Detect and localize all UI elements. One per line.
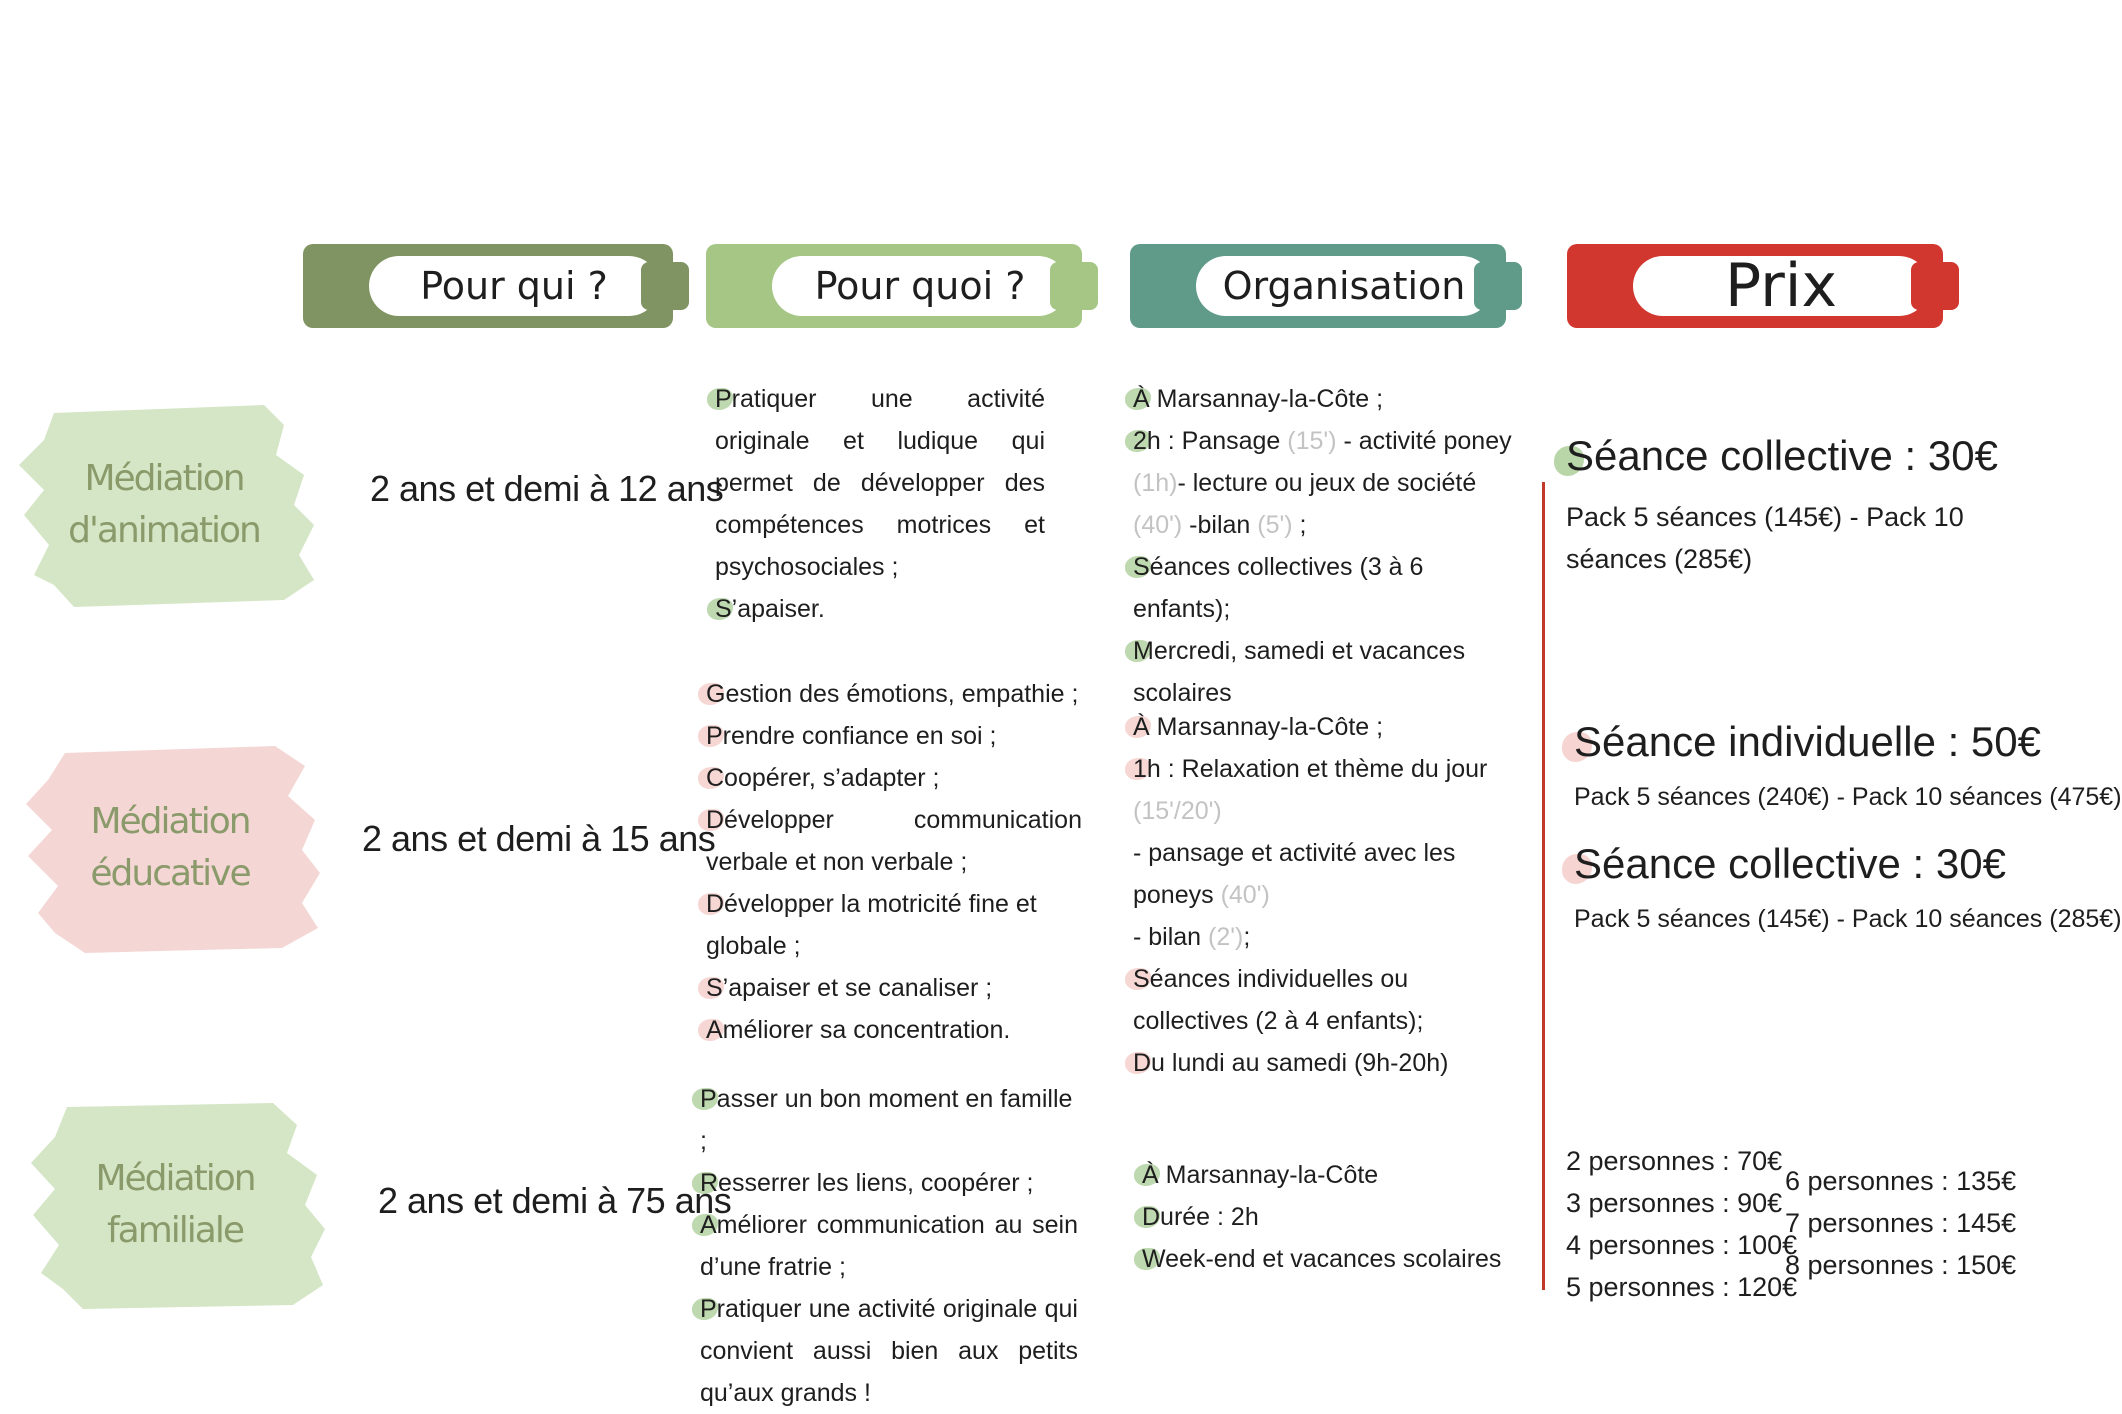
- org-schedule-text: ;: [1292, 511, 1307, 539]
- org-schedule-text: - bilan: [1133, 923, 1209, 951]
- header-prix-label: Prix: [1633, 256, 1929, 316]
- org-duration: (40'): [1220, 881, 1270, 909]
- org-schedule-text: 2h : Pansage: [1133, 427, 1288, 455]
- org-duration: Durée : 2h: [1142, 1196, 1502, 1238]
- header-pour-qui-chip: [641, 262, 689, 310]
- org-group: Séances collectives (3 à 6 enfants);: [1133, 546, 1513, 630]
- org-group: Séances individuelles ou collectives (2 à 4 enfants);: [1133, 958, 1523, 1042]
- org-schedule-text: ;: [1243, 923, 1251, 951]
- price-item: 2 personnes : 70€: [1566, 1146, 1783, 1176]
- price-item: 4 personnes : 100€: [1566, 1230, 1798, 1260]
- price-item: 5 personnes : 120€: [1566, 1272, 1798, 1302]
- price-title-collective: Séance collective : 30€: [1566, 432, 1998, 479]
- header-organisation: [1130, 244, 1506, 328]
- org-schedule: [1133, 420, 1513, 546]
- header-pour-qui: [303, 244, 673, 328]
- org-schedule-text: - activité poney: [1336, 427, 1512, 455]
- price-item: 3 personnes : 90€: [1566, 1188, 1783, 1218]
- goal-item: Pratiquer une activité originale et ludique qui permet de développer des compétences motrices et psychosociales ;: [715, 378, 1045, 588]
- org-schedule: [1133, 748, 1523, 832]
- header-prix-chip: [1911, 262, 1959, 310]
- goal-item: Améliorer sa concentration.: [706, 1009, 1082, 1051]
- row-label-line2: familiale: [106, 1210, 244, 1251]
- price-item: 6 personnes : 135€: [1785, 1166, 2017, 1196]
- row-label-line2: éducative: [90, 853, 250, 894]
- org-days: Week-end et vacances scolaires: [1142, 1238, 1502, 1280]
- org-location: À Marsannay-la-Côte ;: [1133, 706, 1523, 748]
- price-list-right: [1785, 1160, 2016, 1286]
- row-label-line1: Médiation: [84, 458, 244, 499]
- org-duration: (15'/20'): [1133, 797, 1222, 825]
- organisation-animation: [1133, 378, 1513, 714]
- org-duration: (40'): [1133, 511, 1183, 539]
- goal-item: Pratiquer une activité originale qui convient aussi bien aux petits qu’aux grands !: [700, 1288, 1078, 1414]
- goal-item: Passer un bon moment en famille ;: [700, 1078, 1078, 1162]
- org-schedule-text: - pansage et activité avec les poneys: [1133, 839, 1456, 909]
- goal-item: Resserrer les liens, coopérer ;: [700, 1162, 1078, 1204]
- price-title-collective: Séance collective : 30€: [1574, 840, 2006, 887]
- org-duration: (5'): [1257, 511, 1293, 539]
- org-location: À Marsannay-la-Côte ;: [1133, 378, 1513, 420]
- header-pour-qui-label: Pour qui ?: [369, 256, 659, 316]
- price-packs: Pack 5 séances (145€) - Pack 10 séances (285€): [1574, 905, 2122, 933]
- age-range-familiale: 2 ans et demi à 75 ans: [378, 1180, 732, 1221]
- goal-item: Améliorer communication au sein d’une fratrie ;: [700, 1204, 1078, 1288]
- goal-item: Développer communication verbale et non verbale ;: [706, 799, 1082, 883]
- price-item: 8 personnes : 150€: [1785, 1250, 2017, 1280]
- org-schedule: [1133, 916, 1523, 958]
- header-organisation-label: Organisation: [1196, 256, 1492, 316]
- org-duration: (2'): [1208, 923, 1244, 951]
- org-days: Mercredi, samedi et vacances scolaires: [1133, 630, 1513, 714]
- org-schedule: [1133, 832, 1523, 916]
- price-title-individuelle: Séance individuelle : 50€: [1574, 718, 2042, 765]
- goal-item: S’apaiser.: [715, 588, 1045, 630]
- header-organisation-chip: [1474, 262, 1522, 310]
- header-prix: [1567, 244, 1943, 328]
- goal-item: Prendre confiance en soi ;: [706, 715, 1082, 757]
- row-label-familiale: [25, 1095, 325, 1315]
- price-packs: Pack 5 séances (240€) - Pack 10 séances (475€): [1574, 783, 2122, 811]
- row-label-line1: Médiation: [90, 801, 250, 842]
- row-label-line1: Médiation: [95, 1158, 255, 1199]
- org-schedule-text: 1h : Relaxation et thème du jour: [1133, 755, 1488, 783]
- price-list-left: [1566, 1140, 1797, 1308]
- org-location: À Marsannay-la-Côte: [1142, 1154, 1502, 1196]
- age-range-animation: 2 ans et demi à 12 ans: [370, 468, 724, 509]
- org-days: Du lundi au samedi (9h-20h): [1133, 1042, 1523, 1084]
- price-divider-line: [1542, 482, 1545, 1290]
- row-label-animation: [14, 395, 314, 615]
- goals-list-familiale: [700, 1078, 1078, 1414]
- goal-item: Développer la motricité fine et globale ;: [706, 883, 1082, 967]
- org-duration: (1h): [1133, 469, 1178, 497]
- price-packs: Pack 5 séances (145€) - Pack 10 séances (285€): [1566, 502, 1964, 574]
- goals-list-animation: [715, 378, 1045, 630]
- org-schedule-text: - lecture ou jeux de société: [1177, 469, 1477, 497]
- age-range-educative: 2 ans et demi à 15 ans: [362, 818, 716, 859]
- organisation-educative: [1133, 706, 1523, 1084]
- row-label-educative: [20, 738, 320, 958]
- header-pour-quoi-chip: [1050, 262, 1098, 310]
- header-pour-quoi: [706, 244, 1082, 328]
- price-item: 7 personnes : 145€: [1785, 1208, 2017, 1238]
- org-schedule-text: -bilan: [1182, 511, 1258, 539]
- goal-item: Coopérer, s’adapter ;: [706, 757, 1082, 799]
- goals-list-educative: [706, 673, 1082, 1051]
- header-pour-quoi-label: Pour quoi ?: [772, 256, 1068, 316]
- row-label-line2: d'animation: [68, 510, 260, 551]
- organisation-familiale: [1142, 1154, 1502, 1280]
- goal-item: Gestion des émotions, empathie ;: [706, 673, 1082, 715]
- org-duration: (15'): [1287, 427, 1337, 455]
- goal-item: S’apaiser et se canaliser ;: [706, 967, 1082, 1009]
